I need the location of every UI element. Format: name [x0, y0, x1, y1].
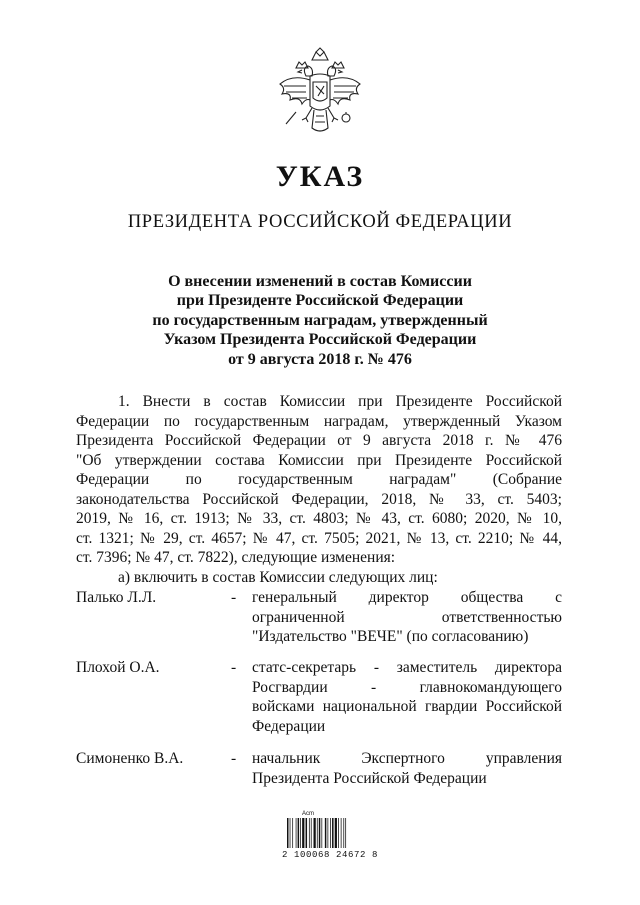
member-name: Палько Л.Л. — [76, 589, 157, 606]
decree-heading — [80, 272, 560, 369]
document-title: УКАЗ — [275, 160, 365, 193]
decree-body — [76, 392, 562, 587]
body-line: ст. 7396; № 47, ст. 7822), следующие изменения: — [76, 549, 396, 566]
body-line: ст. 1321; № 29, ст. 4657; № 47, ст. 7505; 2021, № 13, ст. 2210; № 44, — [76, 529, 562, 547]
body-line: 2019, № 16, ст. 1913; № 33, ст. 4803; № 43, ст. 6080; 2020, № 10, — [76, 510, 562, 527]
member-name: Плохой О.А. — [76, 659, 160, 676]
body-line: 1. Внести в состав Комиссии при Президенте Российской — [118, 393, 562, 410]
heading-line: при Президенте Российской Федерации — [176, 292, 464, 310]
position-line: "Издательство "ВЕЧЕ" (по согласованию) — [252, 628, 529, 645]
coat-of-arms-emblem — [272, 46, 368, 146]
position-line: начальник Экспертного управления — [252, 750, 562, 767]
position-line: Президента Российской Федерации — [252, 769, 487, 787]
document-subtitle: ПРЕЗИДЕНТА РОССИЙСКОЙ ФЕДЕРАЦИИ — [127, 212, 513, 232]
heading-line: по государственным наградам, утвержденный — [152, 311, 488, 329]
position-line: генеральный директор общества с — [252, 589, 562, 606]
body-line: законодательства Российской Федерации, 2018, № 33, ст. 5403; — [76, 490, 562, 508]
member-name: Симоненко В.А. — [76, 750, 184, 767]
barcode-number: 2 100068 24672 8 — [282, 850, 379, 860]
member-position — [252, 588, 562, 647]
barcode-mark: Acm — [302, 811, 314, 817]
position-line: ограниченной ответственностью — [252, 608, 562, 626]
member-entry — [76, 749, 562, 789]
heading-line: Указом Президента Российской Федерации — [163, 331, 477, 349]
member-dash: - — [231, 750, 237, 767]
barcode-icon — [286, 818, 352, 848]
member-position — [252, 658, 562, 736]
body-line: а) включить в состав Комиссии следующих лиц: — [118, 568, 438, 586]
member-position — [252, 749, 562, 788]
body-line: Федерации по государственным наградам, утвержденный Указом — [76, 412, 562, 430]
position-line: войсками национальной гвардии Российской — [252, 698, 562, 715]
member-entry — [76, 658, 562, 738]
heading-line: от 9 августа 2018 г. № 476 — [228, 350, 412, 368]
position-line: статс-секретарь - заместитель директора — [252, 659, 562, 676]
member-entry — [76, 588, 562, 648]
body-line: Президента Российской Федерации от 9 августа 2018 г. № 476 — [76, 432, 562, 449]
position-line: Федерации — [252, 717, 326, 735]
body-line: "Об утверждении состава Комиссии при Президенте Российской — [76, 451, 562, 469]
member-dash: - — [231, 659, 237, 676]
position-line: Росгвардии - главнокомандующего — [252, 678, 562, 696]
member-dash: - — [231, 589, 237, 606]
body-line: Федерации по государственным наградам" (Собрание — [76, 471, 562, 488]
heading-line: О внесении изменений в состав Комиссии — [168, 273, 472, 290]
